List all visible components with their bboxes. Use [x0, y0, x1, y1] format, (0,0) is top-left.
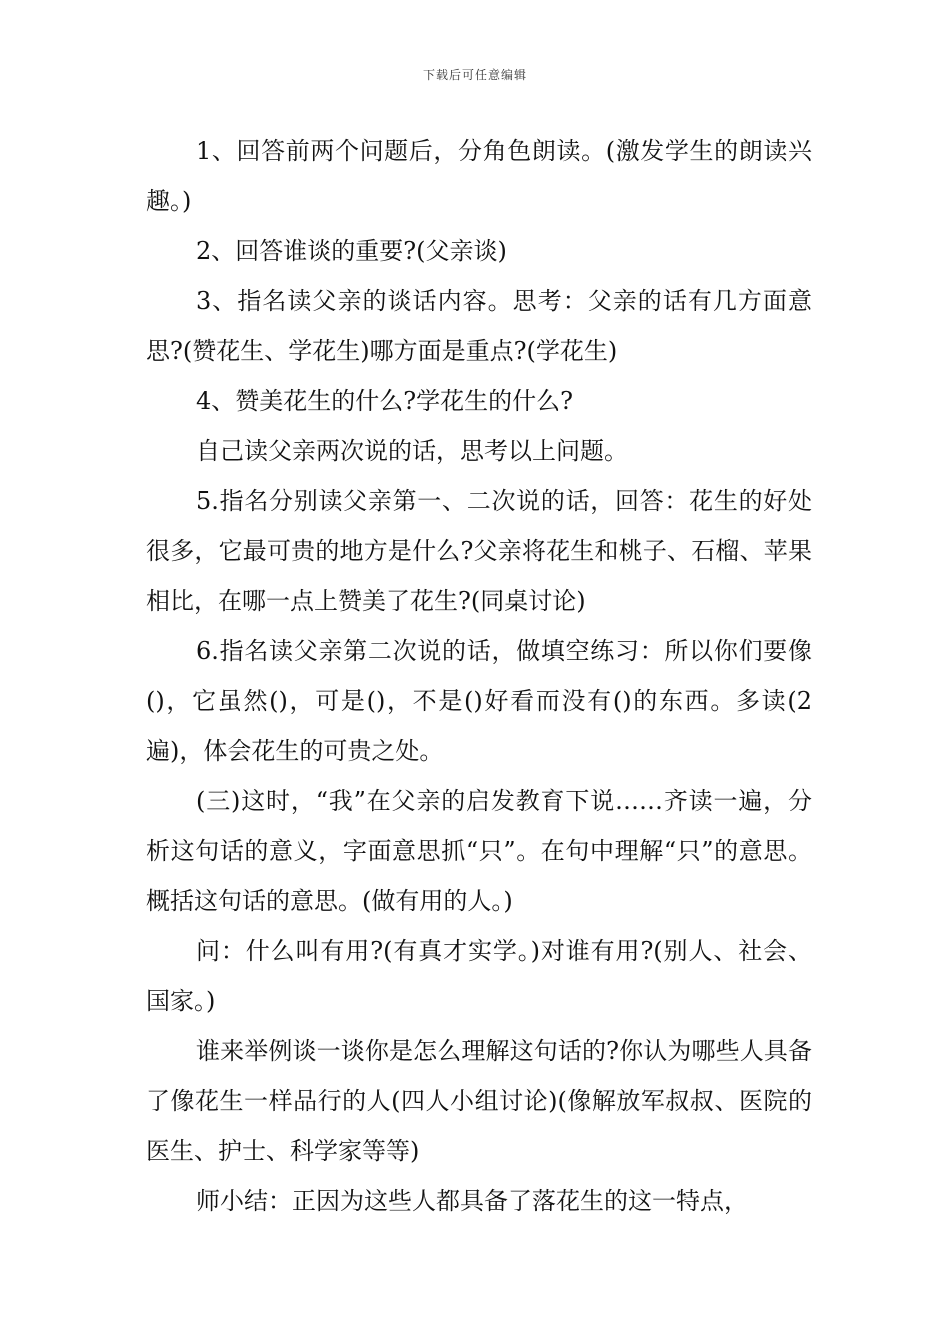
paragraph-11: 师小结：正因为这些人都具备了落花生的这一特点， [196, 1187, 748, 1215]
paragraph-5: 自己读父亲两次说的话，思考以上问题。 [196, 437, 628, 465]
paragraph-2: 2、回答谁谈的重要?(父亲谈) [196, 237, 507, 265]
header-note: 下载后可任意编辑 [422, 68, 527, 82]
paragraph-1: 1、回答前两个问题后，分角色朗读。(激发学生的朗读兴趣。) [146, 137, 812, 215]
paragraph-7: 6.指名读父亲第二次说的话，做填空练习：所以你们要像()，它虽然()，可是()，不是()好看而没有()的东西。多读(2遍)，体会花生的可贵之处。 [146, 637, 812, 765]
paragraph-6: 5.指名分别读父亲第一、二次说的话，回答：花生的好处很多，它最可贵的地方是什么?父亲将花生和桃子、石榴、苹果相比，在哪一点上赞美了花生?(同桌讨论) [146, 487, 812, 615]
paragraph-8: (三)这时，“我”在父亲的启发教育下说……齐读一遍，分析这句话的意义，字面意思抓“只”。在句中理解“只”的意思。概括这句话的意思。(做有用的人。) [146, 787, 812, 915]
paragraph-10: 谁来举例谈一谈你是怎么理解这句话的?你认为哪些人具备了像花生一样品行的人(四人小组讨论)(像解放军叔叔、医院的医生、护士、科学家等等) [146, 1037, 812, 1165]
document-body [146, 126, 812, 1226]
paragraph-9: 问：什么叫有用?(有真才实学。)对谁有用?(别人、社会、国家。) [146, 937, 812, 1015]
paragraph-4: 4、赞美花生的什么?学花生的什么? [196, 387, 574, 415]
paragraph-3: 3、指名读父亲的谈话内容。思考：父亲的话有几方面意思?(赞花生、学花生)哪方面是重点?(学花生) [146, 287, 812, 365]
